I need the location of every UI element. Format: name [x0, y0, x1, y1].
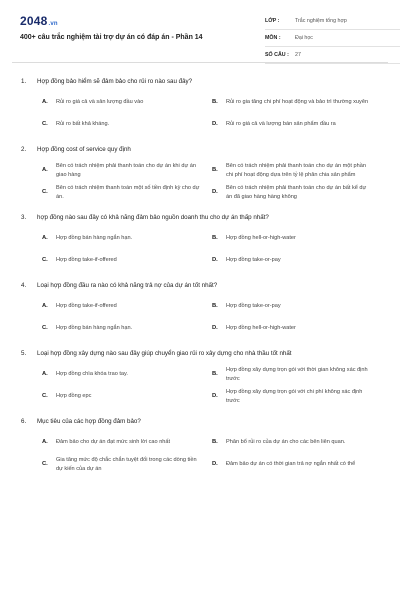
document-title: 400+ câu trắc nghiệm tài trợ dự án có đáp án - Phần 14 [20, 34, 203, 41]
question-list [12, 63, 388, 473]
question-title [12, 417, 388, 426]
option-text: Rủi ro bất khả kháng. [56, 121, 110, 128]
meta-value: Đại học [295, 35, 313, 41]
option-text: Hợp đồng take-if-offered [56, 257, 117, 264]
option-letter: C. [42, 189, 48, 196]
option-text: Bên có trách nhiệm phải thanh toán cho dự án khi dự án giao hàng [56, 163, 196, 178]
option-letter: C. [42, 121, 48, 128]
option-letter: C. [42, 325, 48, 332]
answer-options [12, 366, 388, 405]
option-text: Bên có trách nhiệm phải thanh toán cho dự án bất kể dự án đã giao hàng hàng không [226, 185, 367, 200]
question-title [12, 145, 388, 154]
option-letter: D. [212, 257, 218, 264]
option-letter: B. [212, 371, 218, 378]
option-text: Bên có trách nhiệm phải thanh toán cho dự án một phần chi phí hoạt động dựa trên tỷ lệ phân chia sản phẩm [226, 163, 366, 178]
option-text: Hợp đồng bán hàng ngắn hạn. [56, 325, 133, 332]
question-title [12, 77, 388, 86]
meta-row-subject [265, 30, 400, 47]
option-letter: A. [42, 235, 48, 242]
meta-label: SỐ CÂU : [265, 52, 289, 58]
option-text: Hợp đồng take-or-pay [226, 257, 281, 264]
question-number: 1. [21, 78, 27, 85]
option-text: Hợp đồng take-if-offered [56, 303, 117, 310]
meta-row-class [265, 13, 400, 30]
option-text: Hợp đồng hell-or-high-water [226, 235, 296, 242]
option-letter: C. [42, 257, 48, 264]
question-title [12, 281, 388, 290]
answer-options [12, 162, 388, 201]
meta-row-count [265, 47, 400, 64]
option-letter: C. [42, 393, 48, 400]
option-text: Hợp đồng hell-or-high-water [226, 325, 296, 332]
answer-option[interactable] [212, 320, 374, 337]
question-number: 2. [21, 146, 27, 153]
answer-option[interactable] [42, 456, 204, 473]
question-item [12, 77, 388, 133]
option-text: Hợp đồng xây dựng trọn gói với thời gian không xác định trước [226, 367, 368, 382]
question-text: Mục tiêu của các hợp đồng đảm bảo? [37, 418, 141, 425]
question-number: 4. [21, 282, 27, 289]
site-logo[interactable] [20, 14, 58, 28]
answer-option[interactable] [42, 94, 204, 111]
question-item [12, 281, 388, 337]
option-letter: B. [212, 235, 218, 242]
option-text: Gia tăng mức độ chắc chắn tuyệt đối trong các dòng tiền dự kiến của dự án [56, 457, 197, 472]
answer-option[interactable] [42, 298, 204, 315]
question-title [12, 349, 388, 358]
answer-option[interactable] [42, 366, 204, 383]
option-letter: A. [42, 167, 48, 174]
answer-option[interactable] [212, 252, 374, 269]
logo-tld: .vn [48, 21, 58, 27]
option-letter: B. [212, 167, 218, 174]
option-text: Phân bổ rủi ro của dự án cho các bên liên quan. [226, 439, 346, 446]
answer-option[interactable] [212, 184, 374, 201]
answer-option[interactable] [42, 252, 204, 269]
option-letter: B. [212, 99, 218, 106]
option-letter: D. [212, 189, 218, 196]
answer-option[interactable] [42, 230, 204, 247]
option-text: Hợp đồng take-or-pay [226, 303, 281, 310]
answer-option[interactable] [42, 434, 204, 451]
question-text: Hợp đồng cost of service quy định [37, 146, 131, 153]
answer-options [12, 434, 388, 473]
answer-option[interactable] [212, 388, 374, 405]
answer-option[interactable] [212, 434, 374, 451]
question-number: 6. [21, 418, 27, 425]
answer-option[interactable] [42, 184, 204, 201]
question-text: Loại hợp đồng xây dựng nào sau đây giúp chuyển giao rủi ro xây dựng cho nhà thầu tốt nhất [37, 350, 292, 357]
question-number: 3. [21, 214, 27, 221]
option-text: Đảm bảo cho dự án đạt mức sinh lời cao nhất [56, 439, 171, 446]
question-number: 5. [21, 350, 27, 357]
meta-table [265, 13, 400, 64]
question-text: Hợp đồng bảo hiểm sẽ đảm bảo cho rủi ro nào sau đây? [37, 78, 193, 85]
option-letter: D. [212, 325, 218, 332]
logo-number: 2048 [20, 14, 48, 28]
answer-option[interactable] [42, 116, 204, 133]
answer-options [12, 230, 388, 269]
answer-option[interactable] [212, 94, 374, 111]
answer-option[interactable] [212, 298, 374, 315]
meta-label: LỚP : [265, 18, 280, 24]
answer-option[interactable] [42, 162, 204, 179]
option-text: Hợp đồng epc [56, 393, 92, 400]
page-header [12, 0, 388, 63]
option-letter: A. [42, 303, 48, 310]
option-letter: A. [42, 439, 48, 446]
option-text: Hợp đồng xây dựng trọn gói với chi phí không xác định trước [226, 389, 363, 404]
option-text: Rủi ro gia tăng chi phí hoạt động và bảo trì thường xuyên [226, 99, 369, 106]
option-letter: B. [212, 303, 218, 310]
option-text: Hợp đồng bán hàng ngắn hạn. [56, 235, 133, 242]
question-item [12, 145, 388, 201]
question-item [12, 213, 388, 269]
option-text: Rủi ro giá cả và sản lượng đầu vào [56, 99, 144, 106]
option-text: Bên có trách nhiệm thanh toán một số tiền định kỳ cho dự án. [56, 185, 200, 200]
question-item [12, 349, 388, 405]
answer-option[interactable] [212, 456, 374, 473]
option-letter: D. [212, 121, 218, 128]
question-text: Loại hợp đồng đầu ra nào có khả năng trả nợ của dự án tốt nhất? [37, 282, 218, 289]
answer-option[interactable] [212, 162, 374, 179]
answer-option[interactable] [212, 366, 374, 383]
question-item [12, 417, 388, 473]
answer-option[interactable] [42, 320, 204, 337]
option-letter: C. [42, 461, 48, 468]
option-text: Đảm bảo dự án có thời gian trả nợ ngắn nhất có thể [226, 461, 356, 468]
answer-option[interactable] [212, 116, 374, 133]
meta-value: Trắc nghiệm tổng hợp [295, 18, 347, 24]
meta-label: MÔN : [265, 35, 281, 41]
option-letter: A. [42, 371, 48, 378]
option-letter: D. [212, 393, 218, 400]
answer-option[interactable] [212, 230, 374, 247]
answer-option[interactable] [42, 388, 204, 405]
option-letter: A. [42, 99, 48, 106]
meta-value: 27 [295, 52, 301, 58]
option-letter: B. [212, 439, 218, 446]
option-text: Rủi ro giá cả và lượng bán sản phẩm đầu ra [226, 121, 336, 128]
question-title [12, 213, 388, 222]
answer-options [12, 298, 388, 337]
option-text: Hợp đồng chìa khóa trao tay. [56, 371, 128, 378]
answer-options [12, 94, 388, 133]
option-letter: D. [212, 461, 218, 468]
question-text: hợp đồng nào sau đây có khả năng đảm bảo nguồn doanh thu cho dự án thấp nhất? [37, 214, 269, 221]
